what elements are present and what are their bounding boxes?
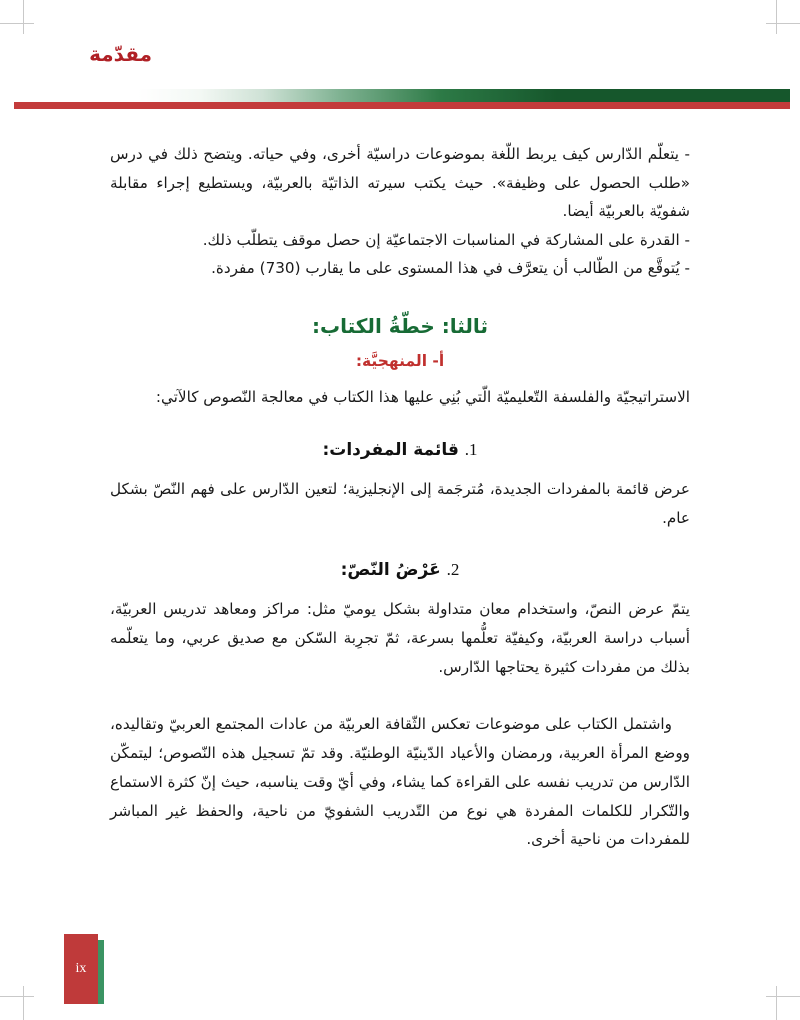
page-number-block [64,934,104,1004]
crop-mark-bottom-right-horizontal [766,996,800,997]
folio-green-strip [98,940,104,1004]
bullet-item: - يُتوقَّع من الطّالب أن يتعرَّف في هذا المستوى على ما يقارب (730) مفردة. [211,259,690,278]
paragraph-spacer [110,682,690,698]
crop-mark-top-right-vertical [776,0,777,34]
header-rule-red [14,102,790,109]
item-title: عَرْضُ النّصّ: [340,560,441,581]
bullet-item: - القدرة على المشاركة في المناسبات الاجتماعيّة إن حصل موقف يتطلّب ذلك. [202,230,690,249]
header-rule-green [14,89,790,102]
item-number: 2. [446,560,460,580]
item-paragraph: عرض قائمة بالمفردات الجديدة، مُترجَمة إلى الإنجليزية؛ لتعين الدّارس على فهم النّصّ بشكل عام. [110,479,690,527]
crop-mark-bottom-left-horizontal [0,996,34,997]
crop-mark-top-right-horizontal [766,23,800,24]
running-head-title: مقدّمة [89,42,152,66]
bullet-item: - يتعلّم الدّارس كيف يربط اللّغة بموضوعات دراسيّة أخرى، وفي حياته. ويتضح ذلك في درس «طلب الحصول على وظيفة». حيث يكتب سيرته الذاتيّة بالعربيّة، ويستطيع إجراء مقابلة شفويّة بالعربيّة أيضا. [110,145,690,221]
numbered-heading-2 [110,558,690,583]
numbered-heading-1 [110,438,690,463]
item-number: 1. [464,439,478,459]
intro-paragraph: الاستراتيجيّة والفلسفة التّعليميّة الّتي بُنِي عليها هذا الكتاب في معالجة النّصوص كالآتي: [155,388,690,407]
subsection-heading: أ- المنهجيَّة: [355,351,445,370]
crop-mark-top-left-vertical [23,0,24,34]
section-heading: ثالثا: خطّةُ الكتاب: [312,313,488,338]
page-body [110,140,690,854]
crop-mark-bottom-right-vertical [776,986,777,1020]
item-paragraph: واشتمل الكتاب على موضوعات تعكس الثّقافة العربيّة من عادات المجتمع العربيّ وتقاليده، ووضع المرأة العربية، ورمضان والأعياد الدّينيّة الوطنيّة. وقد تمّ تسجيل هذه النّصوص؛ ليتمكّن الدّارس من تدريب نفسه على القراءة كما يشاء، وفي أيّ وقت يناسبه، حيث إنّ كثرة الاستماع والتّكرار للكلمات المفردة هي نوع من التّدريب الشفويّ من ناحية، والحفظ غير المباشر للمفردات من ناحية أخرى. [110,714,690,849]
crop-mark-bottom-left-vertical [23,986,24,1020]
bullet-list [110,140,690,283]
crop-mark-top-left-horizontal [0,23,34,24]
item-title: قائمة المفردات: [322,439,459,460]
page-number: ix [75,961,87,976]
item-paragraph: يتمّ عرض النصّ، واستخدام معان متداولة بشكل يوميّ مثل: مراكز ومعاهد تدريس العربيّة، أسباب دراسة العربيّة، وكيفيّة تعلُّمها بسرعة، ثمّ تجرِبة السّكن مع صديق عربي، وما يتعلّمه بذلك من مفردات كثيرة يحتاجها الدّارس. [110,600,690,676]
